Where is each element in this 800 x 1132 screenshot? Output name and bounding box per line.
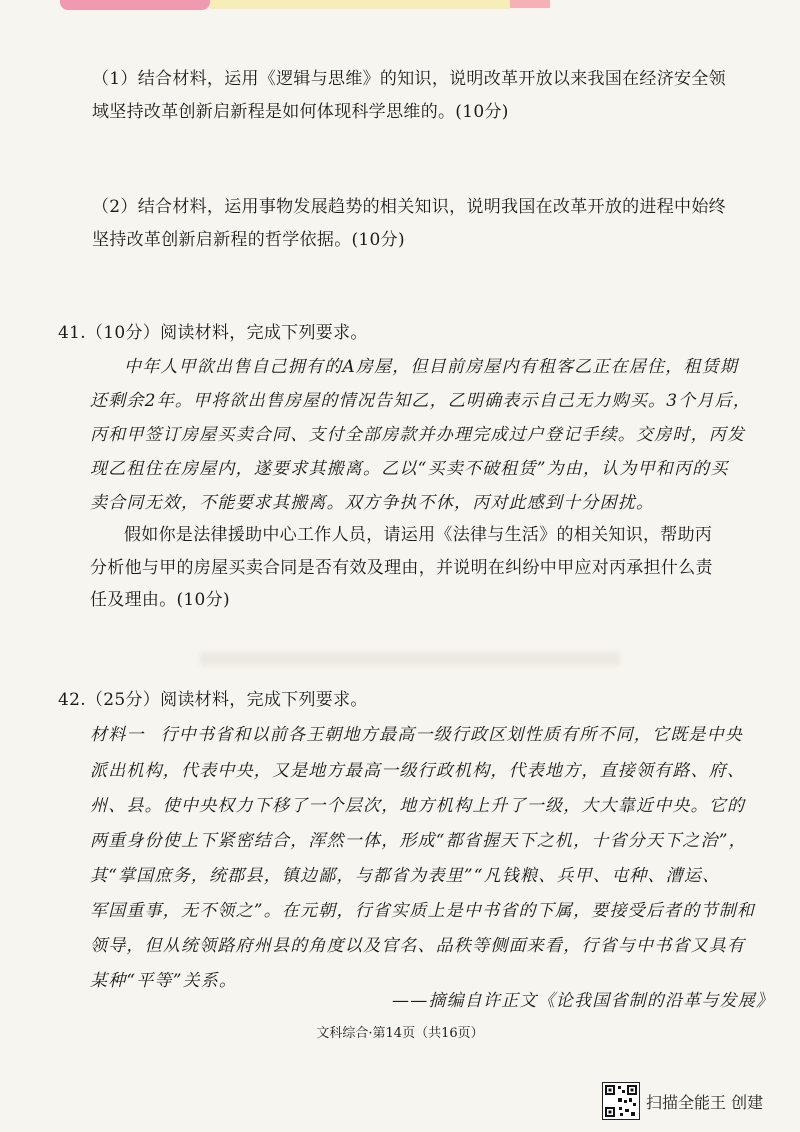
qr-code-icon: [602, 1082, 640, 1120]
q42-material-line: 其“掌国庶务，统郡县，镇边鄙，与都省为表里”“凡钱粮、兵甲、屯种、漕运、: [90, 866, 721, 886]
q42-material-line: 某种“平等”关系。: [90, 971, 238, 991]
q42-material-line: 军国重事，无不领之”。在元朝，行省实质上是中书省的下属，要接受后者的节制和: [90, 901, 756, 921]
q40-part1-line1: （1）结合材料，运用《逻辑与思维》的知识，说明改革开放以来我国在经济安全领: [92, 69, 726, 89]
q42-material-line: 两重身份使上下紧密结合，浑然一体，形成“都省握天下之机，十省分天下之治”，: [90, 831, 747, 851]
q42-material-text: 行中书省和以前各王朝地方最高一级行政区划性质有所不同，它既是中央: [160, 725, 744, 745]
q42-material-label: 材料一: [90, 725, 145, 745]
q42-source: ——摘编自许正文《论我国省制的沿革与发展》: [392, 991, 775, 1011]
q41-material-line: 丙和甲签订房屋买卖合同、支付全部房款并办理完成过户登记手续。交房时，丙发: [90, 425, 746, 445]
q41-material-line: 中年人甲欲出售自己拥有的A房屋，但目前房屋内有租客乙正在居住，租赁期: [124, 357, 739, 377]
page-footer: 文科综合·第14页（共16页）: [316, 1026, 484, 1041]
q41-task-line: 假如你是法律援助中心工作人员，请运用《法律与生活》的相关知识，帮助丙: [124, 525, 713, 545]
q42-material-line: 州、县。使中央权力下移了一个层次，地方机构上升了一级，大大靠近中央。它的: [90, 796, 746, 816]
q42-material-line: 派出机构，代表中央，又是地方最高一级行政机构，代表地方，直接领有路、府、: [90, 761, 746, 781]
scan-smudge: [200, 652, 620, 666]
q41-material-line: 还剩余2年。甲将欲出售房屋的情况告知乙，乙明确表示自己无力购买。3个月后，: [90, 391, 752, 411]
scanner-watermark: 扫描全能王 创建: [646, 1093, 764, 1112]
q42-material-line-first: [90, 720, 743, 745]
q42-heading: 42.（25分）阅读材料，完成下列要求。: [58, 690, 368, 710]
q40-part1-line2: 域坚持改革创新启新程是如何体现科学思维的。(10分): [92, 102, 509, 122]
top-color-strip: [0, 0, 800, 14]
q41-heading: 41.（10分）阅读材料，完成下列要求。: [58, 323, 368, 343]
q42-material-line: 领导，但从统领路府州县的角度以及官名、品秩等侧面来看，行省与中书省又具有: [90, 936, 746, 956]
q41-material-line: 现乙租住在房屋内，遂要求其搬离。乙以“买卖不破租赁”为由，认为甲和丙的买: [90, 459, 729, 479]
q40-part2-line2: 坚持改革创新启新程的哲学依据。(10分): [92, 230, 405, 250]
q41-task-line: 任及理由。(10分): [90, 590, 230, 610]
q41-material-line: 卖合同无效，不能要求其搬离。双方争执不休，丙对此感到十分困扰。: [90, 493, 655, 513]
q41-task-line: 分析他与甲的房屋买卖合同是否有效及理由，并说明在纠纷中甲应对丙承担什么责: [90, 558, 713, 578]
q40-part2-line1: （2）结合材料，运用事物发展趋势的相关知识，说明我国在改革开放的进程中始终: [92, 197, 726, 217]
